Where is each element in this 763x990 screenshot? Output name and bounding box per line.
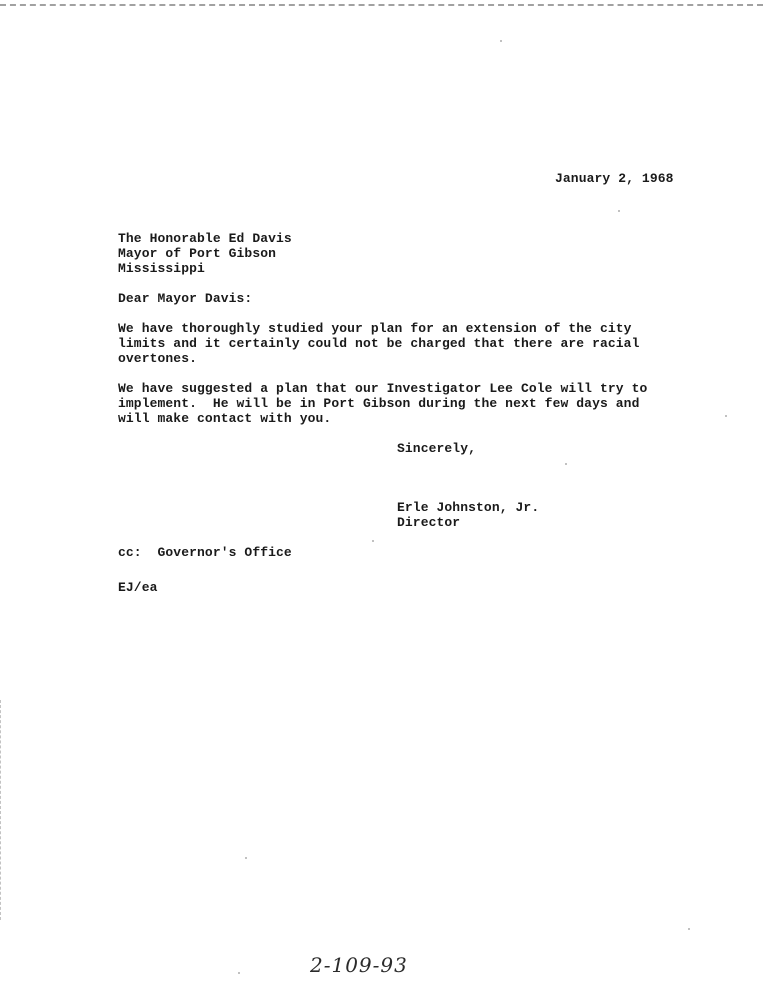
signer-title: Director xyxy=(397,515,461,530)
body-paragraph-2 xyxy=(118,381,647,426)
paragraph-1-line-3: overtones. xyxy=(118,351,198,366)
paragraph-2-line-1: We have suggested a plan that our Investigator Lee Cole will try to xyxy=(118,381,648,396)
scan-speck xyxy=(725,415,727,417)
scan-speck xyxy=(238,972,240,974)
recipient-title: Mayor of Port Gibson xyxy=(118,246,277,261)
signer-name: Erle Johnston, Jr. xyxy=(397,500,540,515)
recipient-state: Mississippi xyxy=(118,261,205,276)
scan-speck xyxy=(372,540,374,542)
body-paragraph-1 xyxy=(118,321,639,366)
scan-speck xyxy=(688,928,690,930)
signature-block xyxy=(397,500,539,530)
paragraph-2-line-3: will make contact with you. xyxy=(118,411,332,426)
recipient-address xyxy=(118,231,292,276)
paragraph-1-line-1: We have thoroughly studied your plan for an extension of the city xyxy=(118,321,632,336)
typist-initials: EJ/ea xyxy=(118,580,158,595)
salutation: Dear Mayor Davis: xyxy=(118,291,253,306)
letter-date: January 2, 1968 xyxy=(555,171,674,186)
scan-speck xyxy=(245,857,247,859)
recipient-name: The Honorable Ed Davis xyxy=(118,231,292,246)
handwritten-document-number: 2-109-93 xyxy=(310,953,408,977)
scan-speck xyxy=(500,40,502,42)
scan-top-edge xyxy=(0,4,763,6)
paragraph-1-line-2: limits and it certainly could not be charged that there are racial xyxy=(118,336,640,351)
scan-left-edge xyxy=(0,700,1,920)
cc-line: cc: Governor's Office xyxy=(118,545,292,560)
scan-speck xyxy=(618,210,620,212)
paragraph-2-line-2: implement. He will be in Port Gibson during the next few days and xyxy=(118,396,640,411)
closing: Sincerely, xyxy=(397,441,477,456)
scan-speck xyxy=(565,463,567,465)
